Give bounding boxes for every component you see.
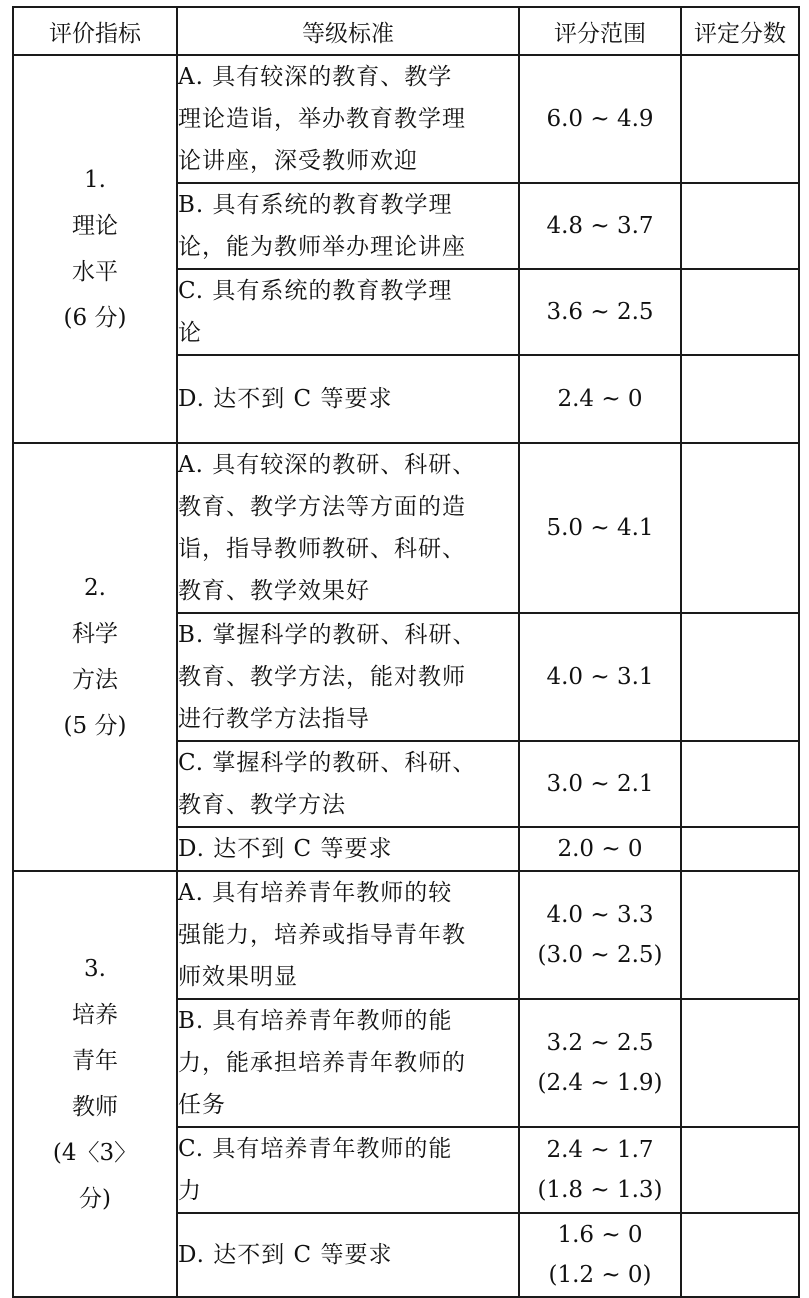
indicator-text: 2. xyxy=(84,575,106,601)
range-text: 1.6 ~ 0 xyxy=(557,1222,643,1248)
score-input-cell[interactable] xyxy=(681,355,799,443)
score-input-cell[interactable] xyxy=(681,55,799,183)
range-text: 4.8 ~ 3.7 xyxy=(546,213,654,239)
score-input-cell[interactable] xyxy=(681,443,799,613)
range-cell xyxy=(519,183,681,269)
score-input-cell[interactable] xyxy=(681,183,799,269)
standard-cell xyxy=(177,871,519,999)
range-cell xyxy=(519,355,681,443)
range-text: (1.2 ~ 0) xyxy=(548,1262,652,1288)
score-input-cell[interactable] xyxy=(681,1213,799,1297)
range-cell xyxy=(519,827,681,871)
range-text: 2.0 ~ 0 xyxy=(557,836,643,862)
header-indicator: 评价指标 xyxy=(13,7,177,55)
table-row xyxy=(13,443,799,613)
indicator-text: 培养 xyxy=(72,1002,118,1028)
header-score: 评定分数 xyxy=(681,7,799,55)
standard-cell xyxy=(177,1127,519,1213)
header-row xyxy=(13,7,799,55)
range-text: 2.4 ~ 1.7 xyxy=(546,1137,654,1163)
standard-text: C. 掌握科学的教研、科研、 xyxy=(178,750,477,776)
score-input-cell[interactable] xyxy=(681,741,799,827)
standard-text: 论 xyxy=(178,320,202,346)
standard-cell xyxy=(177,827,519,871)
standard-text: C. 具有培养青年教师的能 xyxy=(178,1136,453,1162)
standard-cell xyxy=(177,355,519,443)
indicator-text: 水平 xyxy=(72,259,118,285)
standard-cell xyxy=(177,1213,519,1297)
indicator-text: 科学 xyxy=(72,621,118,647)
indicator-text: 1. xyxy=(84,167,106,193)
standard-text: D. 达不到 C 等要求 xyxy=(178,836,393,862)
standard-cell xyxy=(177,55,519,183)
indicator-text: (5 分) xyxy=(63,713,127,739)
table-row xyxy=(13,871,799,999)
indicator-text: 3. xyxy=(84,956,106,982)
standard-text: 师效果明显 xyxy=(178,964,298,990)
standard-cell xyxy=(177,999,519,1127)
standard-text: C. 具有系统的教育教学理 xyxy=(178,278,453,304)
score-input-cell[interactable] xyxy=(681,871,799,999)
standard-text: 任务 xyxy=(178,1092,226,1118)
indicator-cell-theory xyxy=(13,55,177,443)
standard-text: 强能力，培养或指导青年教 xyxy=(178,922,466,948)
range-text: 4.0 ~ 3.1 xyxy=(546,664,654,690)
standard-text: 进行教学方法指导 xyxy=(178,706,370,732)
standard-text: B. 具有系统的教育教学理 xyxy=(178,192,453,218)
range-text: 3.6 ~ 2.5 xyxy=(546,299,654,325)
standard-cell xyxy=(177,269,519,355)
standard-text: B. 具有培养青年教师的能 xyxy=(178,1008,453,1034)
indicator-cell-training xyxy=(13,871,177,1297)
indicator-text: 理论 xyxy=(72,213,118,239)
range-text: 6.0 ~ 4.9 xyxy=(546,106,654,132)
standard-text: 力，能承担培养青年教师的 xyxy=(178,1050,466,1076)
range-text: 2.4 ~ 0 xyxy=(557,386,643,412)
standard-text: 教育、教学方法，能对教师 xyxy=(178,664,466,690)
range-text: 3.2 ~ 2.5 xyxy=(546,1030,654,1056)
score-input-cell[interactable] xyxy=(681,827,799,871)
range-text: 3.0 ~ 2.1 xyxy=(546,771,654,797)
range-text: (1.8 ~ 1.3) xyxy=(537,1177,663,1203)
range-cell xyxy=(519,741,681,827)
range-cell xyxy=(519,55,681,183)
indicator-text: (6 分) xyxy=(63,305,127,331)
standard-text: 教育、教学效果好 xyxy=(178,578,370,604)
range-cell xyxy=(519,871,681,999)
header-range: 评分范围 xyxy=(519,7,681,55)
standard-text: 教育、教学方法 xyxy=(178,792,346,818)
standard-cell xyxy=(177,741,519,827)
indicator-text: 青年 xyxy=(72,1048,118,1074)
indicator-text: 教师 xyxy=(72,1094,118,1120)
standard-text: 力 xyxy=(178,1178,202,1204)
indicator-cell-method xyxy=(13,443,177,871)
standard-text: D. 达不到 C 等要求 xyxy=(178,386,393,412)
range-cell xyxy=(519,443,681,613)
range-text: 4.0 ~ 3.3 xyxy=(546,902,654,928)
indicator-text: (4〈3〉 xyxy=(52,1140,138,1166)
indicator-text: 方法 xyxy=(72,667,118,693)
range-cell xyxy=(519,269,681,355)
range-text: (2.4 ~ 1.9) xyxy=(537,1070,663,1096)
standard-cell xyxy=(177,613,519,741)
range-cell xyxy=(519,1213,681,1297)
standard-text: B. 掌握科学的教研、科研、 xyxy=(178,622,477,648)
standard-text: 教育、教学方法等方面的造 xyxy=(178,494,466,520)
standard-text: 诣，指导教师教研、科研、 xyxy=(178,536,466,562)
range-cell xyxy=(519,613,681,741)
standard-cell xyxy=(177,183,519,269)
range-cell xyxy=(519,1127,681,1213)
table-row xyxy=(13,55,799,183)
standard-text: D. 达不到 C 等要求 xyxy=(178,1242,393,1268)
score-input-cell[interactable] xyxy=(681,999,799,1127)
score-input-cell[interactable] xyxy=(681,269,799,355)
standard-cell xyxy=(177,443,519,613)
header-standard: 等级标准 xyxy=(177,7,519,55)
score-input-cell[interactable] xyxy=(681,1127,799,1213)
standard-text: 论，能为教师举办理论讲座 xyxy=(178,234,466,260)
standard-text: 论讲座，深受教师欢迎 xyxy=(178,148,418,174)
range-text: (3.0 ~ 2.5) xyxy=(537,942,663,968)
standard-text: 理论造诣，举办教育教学理 xyxy=(178,106,466,132)
evaluation-table xyxy=(12,6,800,1298)
range-cell xyxy=(519,999,681,1127)
standard-text: A. 具有较深的教研、科研、 xyxy=(178,452,477,478)
indicator-text: 分) xyxy=(79,1186,111,1212)
standard-text: A. 具有较深的教育、教学 xyxy=(178,64,453,90)
standard-text: A. 具有培养青年教师的较 xyxy=(178,880,453,906)
range-text: 5.0 ~ 4.1 xyxy=(546,515,654,541)
score-input-cell[interactable] xyxy=(681,613,799,741)
